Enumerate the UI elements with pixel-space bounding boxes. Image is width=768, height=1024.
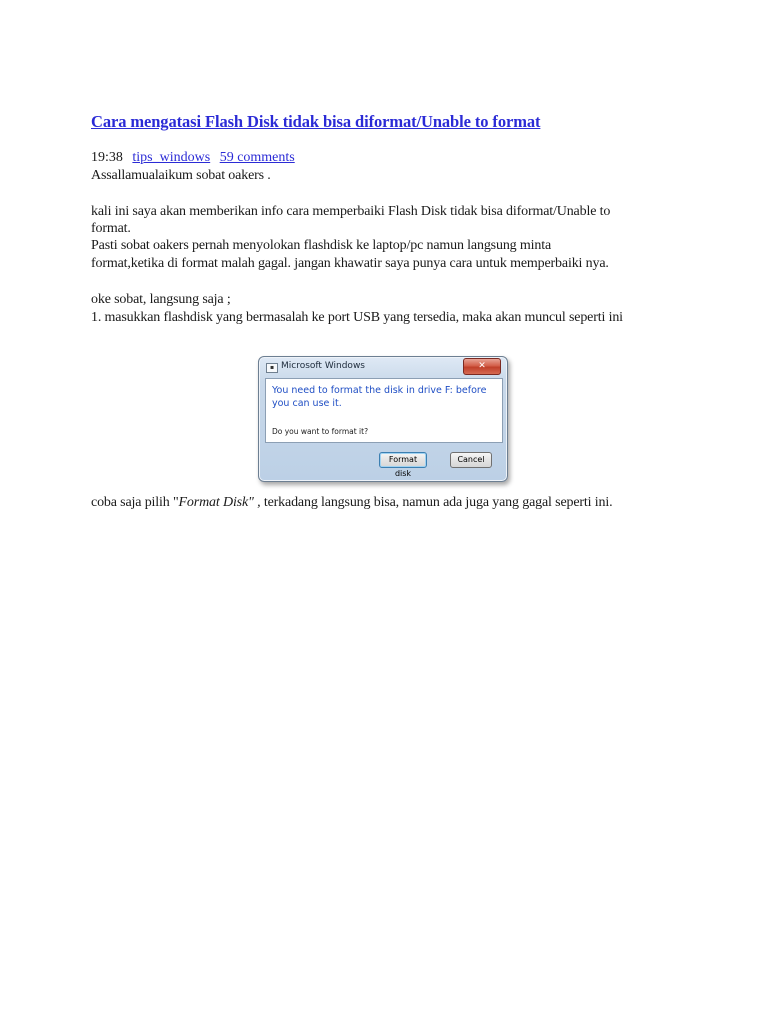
format-disk-button: Format disk xyxy=(379,452,427,468)
after-text-prefix: coba saja pilih " xyxy=(91,495,179,510)
window-app-icon: ▪ xyxy=(266,363,278,373)
comments-link[interactable]: 59 comments xyxy=(219,150,295,165)
dialog-title: Microsoft Windows xyxy=(281,361,365,371)
intro-text-line-2: format. xyxy=(91,221,131,236)
step-1-text: 1. masukkan flashdisk yang bermasalah ke port USB yang tersedia, maka akan muncul seperti ini xyxy=(91,310,623,325)
post-time: 19:38 xyxy=(91,150,123,165)
close-icon: ✕ xyxy=(463,358,501,375)
intro-text-line-3: Pasti sobat oakers pernah menyolokan flashdisk ke laptop/pc namun langsung minta xyxy=(91,238,552,253)
intro-text-line-4: format,ketika di format malah gagal. jangan khawatir saya punya cara untuk memperbaiki nya. xyxy=(91,256,609,271)
post-title-link[interactable]: Cara mengatasi Flash Disk tidak bisa diformat/Unable to format xyxy=(91,112,541,131)
dialog-body xyxy=(265,378,503,443)
intro-text-line-1: kali ini saya akan memberikan info cara memperbaiki Flash Disk tidak bisa diformat/Unable to xyxy=(91,204,611,219)
dialog-message: You need to format the disk in drive F: before you can use it. xyxy=(272,385,487,409)
post-meta xyxy=(91,150,295,166)
greeting-text: Assallamualaikum sobat oakers . xyxy=(91,168,271,183)
dialog-footer xyxy=(265,442,501,478)
step-intro-text: oke sobat, langsung saja ; xyxy=(91,292,231,307)
dialog-titlebar xyxy=(259,357,507,377)
cancel-button: Cancel xyxy=(450,452,492,468)
after-dialog-text xyxy=(91,495,612,511)
after-text-suffix: terkadang langsung bisa, namun ada juga yang gagal seperti ini. xyxy=(260,495,613,510)
dialog-question: Do you want to format it? xyxy=(272,427,369,436)
format-disk-emphasis: Format Disk" , xyxy=(178,495,261,510)
author-link[interactable]: tips_windows xyxy=(132,150,211,165)
format-dialog-screenshot xyxy=(258,356,508,482)
